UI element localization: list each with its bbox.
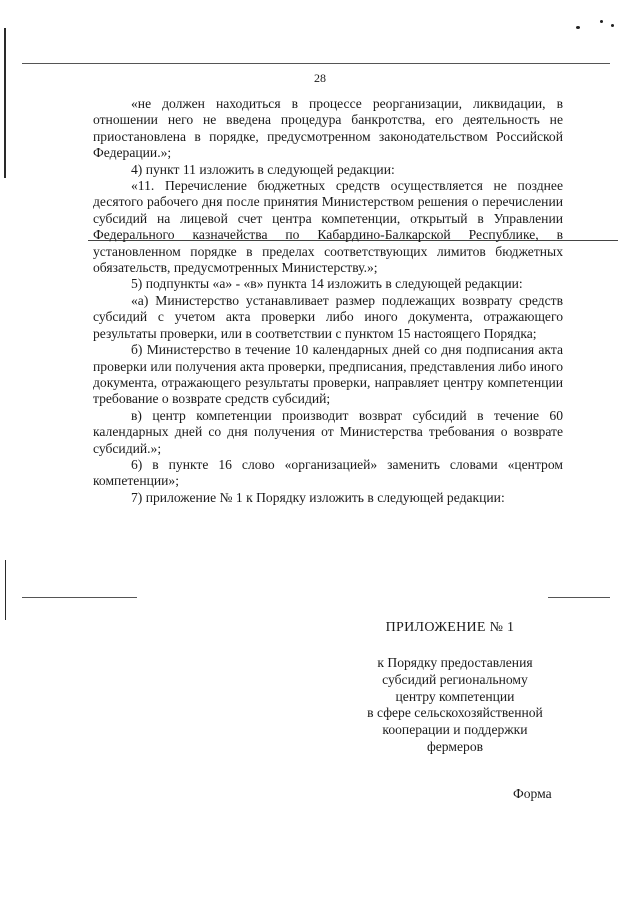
appendix-reference-line: в сфере сельскохозяйственной [367,705,543,721]
paragraph: «11. Перечисление бюджетных средств осуществляется не позднее десятого рабочего дня после принятия Министерством решения о перечислении субсидий на лицевой счет центра компетенции, открытый в Управлении Федерального казначейства по Кабардино-Балкарской Республике, в установленном порядке в пределах соответствующих лимитов бюджетных обязательств, предусмотренных Министерству.»; [93,178,563,276]
paragraph: в) центр компетенции производит возврат субсидий в течение 60 календарных дней со дня получения от Министерства требования о возврате субсидий.»; [93,407,563,456]
scan-header-line [22,63,610,64]
appendix-reference-line: субсидий региональному [382,671,528,687]
paragraph: 7) приложение № 1 к Порядку изложить в следующей редакции: [131,489,505,505]
paragraph: б) Министерство в течение 10 календарных дней со дня подписания акта проверки или получения акта проверки, предписания, представления либо иного документа, отражающего результаты проверки, направляет центру компетенции требование о возврате средств субсидий; [93,342,563,407]
paragraph: «не должен находиться в процессе реорганизации, ликвидации, в отношении него не введена процедура банкротства, его деятельность не приостановлена в порядке, предусмотренном законодательством Российской Федерации.»; [93,96,563,161]
appendix-reference-line: фермеров [426,738,484,754]
form-label: Форма [513,786,552,801]
appendix-reference-line: к Порядку предоставления [377,655,533,670]
scan-edge-line-left [4,28,6,178]
scan-edge-line-left-lower [5,560,6,620]
scan-dot [611,24,614,27]
appendix-title: ПРИЛОЖЕНИЕ № 1 [385,620,515,635]
appendix-reference [350,655,560,756]
paragraph: «а) Министерство устанавливает размер подлежащих возврату средств субсидий с учетом акта проверки либо иного документа, отражающего результаты проверки, или в соответствии с пунктом 15 настоящего Порядка; [93,292,563,341]
paragraph: 5) подпункты «а» - «в» пункта 14 изложить в следующей редакции: [131,276,523,292]
scan-line-lower-left [22,597,137,598]
scan-line-lower-right [548,597,610,598]
appendix-reference-line: центру компетенции [395,688,515,704]
document-body [93,96,563,506]
paragraph: 4) пункт 11 изложить в следующей редакции: [131,161,395,177]
appendix-reference-line: кооперации и поддержки [382,722,528,738]
page-number: 28 [314,71,326,85]
paragraph: 6) в пункте 16 слово «организацией» заменить словами «центром компетенции»; [93,456,563,489]
scan-dot [600,20,603,23]
scan-dot [576,26,580,29]
